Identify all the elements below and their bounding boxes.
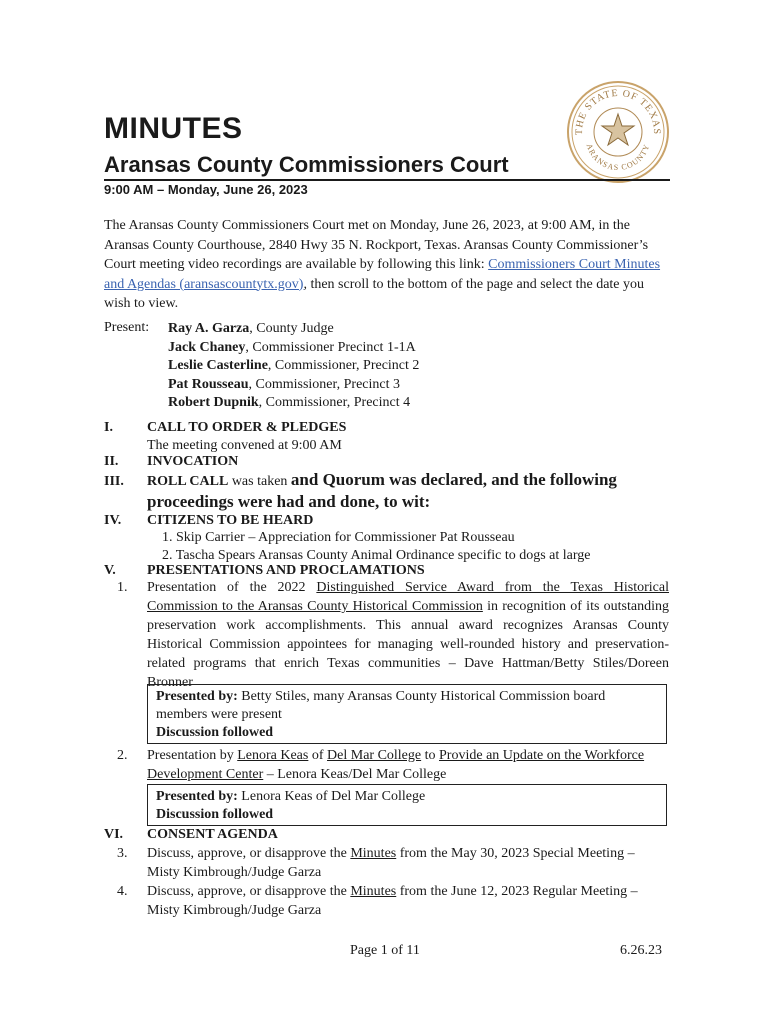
present-member	[168, 394, 419, 413]
footer-date: 6.26.23	[620, 943, 662, 958]
section-numeral: I.	[104, 420, 113, 435]
section-title-presentations: PRESENTATIONS AND PROCLAMATIONS	[147, 563, 425, 578]
member-name: Ray A. Garza	[168, 321, 250, 336]
section-title-citizens: CITIZENS TO BE HEARD	[147, 513, 314, 528]
svg-text:ARANSAS COUNTY	[585, 143, 652, 172]
present-member	[168, 339, 419, 358]
member-name: Pat Rousseau	[168, 376, 249, 392]
page-number: Page 1 of 11	[350, 943, 420, 958]
present-member	[168, 357, 419, 376]
section-title-roll-call	[147, 470, 667, 514]
item-number: 1.	[117, 580, 128, 595]
proceedings-text: proceedings were had and done, to wit:	[147, 492, 431, 511]
presented-by-text: Lenora Keas of Del Mar College	[237, 789, 426, 804]
item-1-outcome-box	[147, 684, 667, 744]
member-role: , Commissioner, Precinct 4	[258, 395, 411, 410]
title-rule	[104, 179, 670, 181]
section-numeral: V.	[104, 563, 116, 578]
section-numeral: VI.	[104, 827, 124, 842]
roll-call-label: ROLL CALL	[147, 474, 229, 489]
item-number: 4.	[117, 884, 128, 899]
presented-by-label: Presented by:	[156, 689, 238, 704]
citizen-item: 1. Skip Carrier – Appreciation for Commissioner Pat Rousseau	[162, 530, 515, 545]
item-number: 3.	[117, 846, 128, 861]
citizen-item: 2. Tascha Spears Aransas County Animal Ordinance specific to dogs at large	[162, 548, 591, 563]
section-title-call-to-order: CALL TO ORDER & PLEDGES	[147, 420, 347, 435]
section-numeral: II.	[104, 454, 119, 469]
present-label: Present:	[104, 320, 150, 335]
item-2-mid2: to	[421, 748, 440, 763]
intro-text-1: The Aransas County Commissioners Court met on Monday, June 26, 2023, at 9:00 AM, in the Aransas County Courthouse, 2840 Hwy 35 N. Rockport, Texas. Aransas County Commissioner’s Court meeting video recordings are available by following this link:	[104, 218, 649, 272]
item-2-presenter: Lenora Keas	[237, 748, 309, 763]
item-2-mid: of	[308, 748, 328, 763]
member-name: Leslie Casterline	[168, 358, 268, 373]
item-4-pre: Discuss, approve, or disapprove the	[147, 884, 351, 899]
item-3-pre: Discuss, approve, or disapprove the	[147, 846, 351, 861]
seal-text-bottom: ARANSAS COUNTY	[584, 142, 652, 173]
item-1-pre: Presentation of the 2022	[147, 580, 317, 595]
item-2-pre: Presentation by	[147, 748, 238, 763]
item-4-post: from the June 12, 2023 Regular Meeting – Misty Kimbrough/Judge Garza	[147, 884, 638, 918]
item-2-college: Del Mar College	[327, 748, 422, 763]
item-1-post: in recognition of its outstanding preservation work accomplishments. This annual award recognizes Aransas County Historical Commission appointees for managing well-rounded history and preservation-related programs that enrich Texas communities – Dave Hattman/Betty Stiles/Doreen Bronner	[147, 599, 669, 690]
item-1-award: Distinguished Service Award from the Texas Historical Commission to the Aransas County Historical Commission	[147, 580, 669, 614]
item-number: 2.	[117, 748, 128, 763]
discussion-followed: Discussion followed	[156, 807, 274, 822]
quorum-text: and Quorum was declared, and the following	[290, 470, 617, 489]
item-1-text	[147, 578, 669, 692]
seal-text-top: THE STATE OF TEXAS	[573, 87, 663, 136]
intro-paragraph	[104, 216, 670, 314]
present-member	[168, 320, 419, 339]
item-3-post: from the May 30, 2023 Special Meeting – Misty Kimbrough/Judge Garza	[147, 846, 635, 880]
member-role: , Commissioner, Precinct 2	[267, 358, 420, 373]
texas-seal-icon	[566, 80, 670, 184]
present-list	[168, 320, 419, 413]
page-title: MINUTES	[104, 112, 243, 145]
present-member	[168, 376, 419, 395]
item-3-text	[147, 844, 669, 882]
item-3-minutes: Minutes	[350, 846, 397, 861]
item-4-minutes: Minutes	[350, 884, 397, 899]
item-2-topic: Provide an Update on the Workforce Development Center	[147, 748, 645, 782]
presented-by-label: Presented by:	[156, 789, 238, 804]
roll-call-text: was taken	[228, 474, 291, 489]
member-role: , Commissioner Precinct 1-1A	[245, 339, 416, 355]
section-numeral: IV.	[104, 513, 122, 528]
section-title-consent-agenda: CONSENT AGENDA	[147, 827, 278, 842]
section-title-invocation: INVOCATION	[147, 454, 239, 469]
section-numeral: III.	[104, 474, 124, 489]
discussion-followed: Discussion followed	[156, 725, 274, 740]
member-name: Jack Chaney	[168, 339, 246, 355]
page-subtitle: Aransas County Commissioners Court	[104, 152, 509, 177]
item-2-post: – Lenora Keas/Del Mar College	[263, 767, 447, 782]
minutes-agendas-link[interactable]: Commissioners Court Minutes and Agendas (aransascountytx.gov)	[104, 257, 661, 292]
presented-by-text: Betty Stiles, many Aransas County Historical Commission board members were present	[156, 689, 606, 722]
member-role: , Commissioner, Precinct 3	[248, 376, 400, 392]
call-to-order-note: The meeting convened at 9:00 AM	[147, 438, 342, 453]
item-2-outcome-box	[147, 784, 667, 826]
meeting-datetime: 9:00 AM – Monday, June 26, 2023	[104, 182, 308, 197]
item-4-text	[147, 882, 669, 920]
member-name: Robert Dupnik	[168, 395, 259, 410]
member-role: , County Judge	[249, 321, 334, 336]
item-2-text	[147, 746, 669, 784]
intro-text-2: , then scroll to the bottom of the page and select the date you wish to view.	[104, 276, 645, 311]
